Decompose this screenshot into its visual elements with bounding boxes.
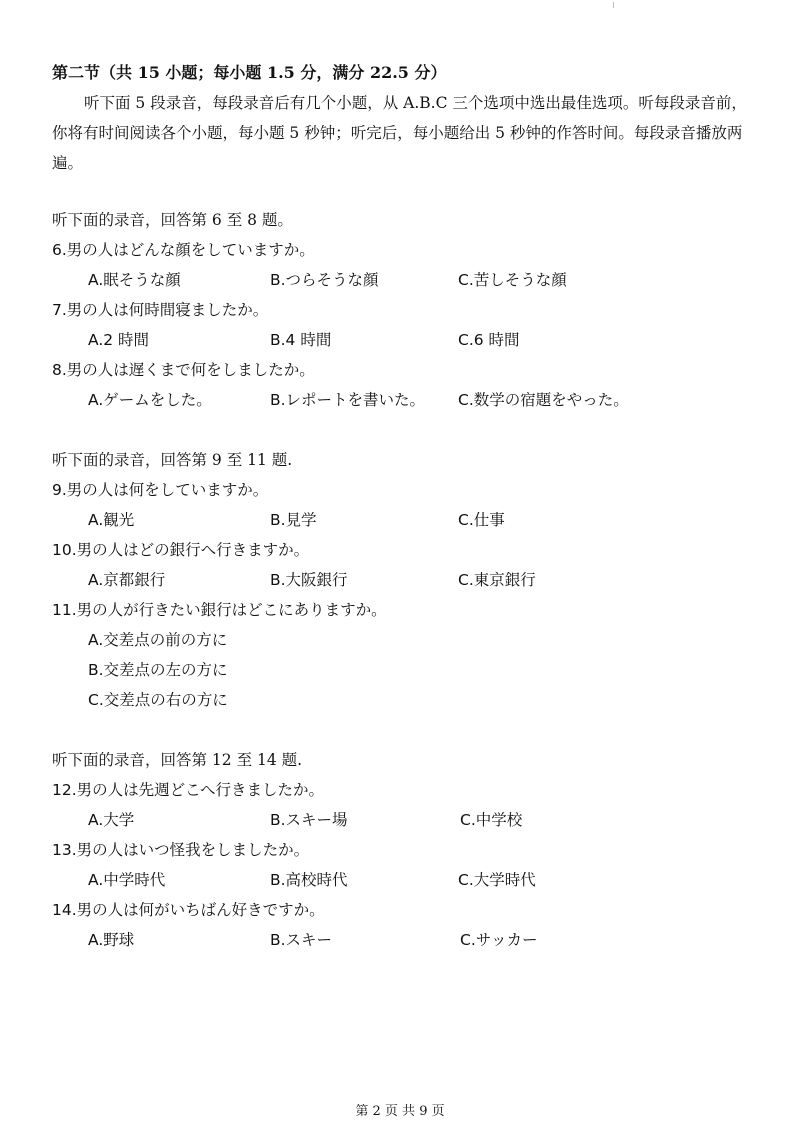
question-14: 14.男の人は何がいちばん好きですか。 <box>52 901 325 919</box>
intro-text: 听下面 5 段录音，每段录音后有几个小题，从 A.B.C 三个选项中选出最佳选项。听每段录音前，你将有时间阅读各个小题，每小题 5 秒钟；听完后，每小题给出 5 秒钟的作答时间。每段录音播放两遍。 <box>52 94 747 172</box>
options-14 <box>52 925 752 955</box>
option-b[interactable]: B.スキー場 <box>270 811 348 829</box>
option-b[interactable]: B.交差点の左の方に <box>88 661 228 679</box>
question-group-2 <box>52 445 752 715</box>
option-a[interactable]: A.観光 <box>88 511 135 529</box>
question-group-1 <box>52 205 752 415</box>
option-b[interactable]: B.4 時間 <box>270 331 332 349</box>
options-7 <box>52 325 752 355</box>
options-9 <box>52 505 752 535</box>
question-12: 12.男の人は先週どこへ行きましたか。 <box>52 781 325 799</box>
option-c[interactable]: C.サッカー <box>460 931 538 949</box>
question-11: 11.男の人が行きたい銀行はどこにありますか。 <box>52 601 387 619</box>
option-a[interactable]: A.2 時間 <box>88 331 150 349</box>
option-c[interactable]: C.仕事 <box>458 511 505 529</box>
corner-mark <box>613 2 614 8</box>
question-9: 9.男の人は何をしていますか。 <box>52 481 269 499</box>
option-b[interactable]: B.見学 <box>270 511 317 529</box>
section-intro <box>52 88 752 178</box>
option-c[interactable]: C.東京銀行 <box>458 571 536 589</box>
question-7: 7.男の人は何時間寝ましたか。 <box>52 301 269 319</box>
group-instruction: 听下面的录音，回答第 12 至 14 题. <box>52 751 303 769</box>
option-a[interactable]: A.交差点の前の方に <box>88 631 228 649</box>
question-group-3 <box>52 745 752 955</box>
option-a[interactable]: A.中学時代 <box>88 871 166 889</box>
options-13 <box>52 865 752 895</box>
option-c[interactable]: C.交差点の右の方に <box>88 691 228 709</box>
question-6: 6.男の人はどんな顔をしていますか。 <box>52 241 315 259</box>
page-footer: 第 2 页 共 9 页 <box>355 1104 445 1119</box>
option-c[interactable]: C.数学の宿題をやった。 <box>458 391 629 409</box>
options-12 <box>52 805 752 835</box>
question-8: 8.男の人は遅くまで何をしましたか。 <box>52 361 315 379</box>
option-a[interactable]: A.ゲームをした。 <box>88 391 212 409</box>
option-b[interactable]: B.レポートを書いた。 <box>270 391 426 409</box>
option-a[interactable]: A.眠そうな顔 <box>88 271 181 289</box>
options-8 <box>52 385 752 415</box>
options-6 <box>52 265 752 295</box>
group-instruction: 听下面的录音，回答第 9 至 11 题. <box>52 451 293 469</box>
option-c[interactable]: C.中学校 <box>460 811 523 829</box>
question-10: 10.男の人はどの銀行へ行きますか。 <box>52 541 310 559</box>
group-instruction: 听下面的录音，回答第 6 至 8 题。 <box>52 211 293 229</box>
option-b[interactable]: B.スキー <box>270 931 333 949</box>
option-c[interactable]: C.大学時代 <box>458 871 536 889</box>
question-13: 13.男の人はいつ怪我をしましたか。 <box>52 841 310 859</box>
option-a[interactable]: A.京都銀行 <box>88 571 166 589</box>
options-10 <box>52 565 752 595</box>
section-title: 第二节（共 15 小题；每小题 1.5 分，满分 22.5 分） <box>52 63 447 82</box>
option-b[interactable]: B.高校時代 <box>270 871 348 889</box>
option-b[interactable]: B.つらそうな顔 <box>270 271 379 289</box>
option-c[interactable]: C.苦しそうな顔 <box>458 271 567 289</box>
option-a[interactable]: A.野球 <box>88 931 135 949</box>
option-b[interactable]: B.大阪銀行 <box>270 571 348 589</box>
option-c[interactable]: C.6 時間 <box>458 331 520 349</box>
option-a[interactable]: A.大学 <box>88 811 135 829</box>
